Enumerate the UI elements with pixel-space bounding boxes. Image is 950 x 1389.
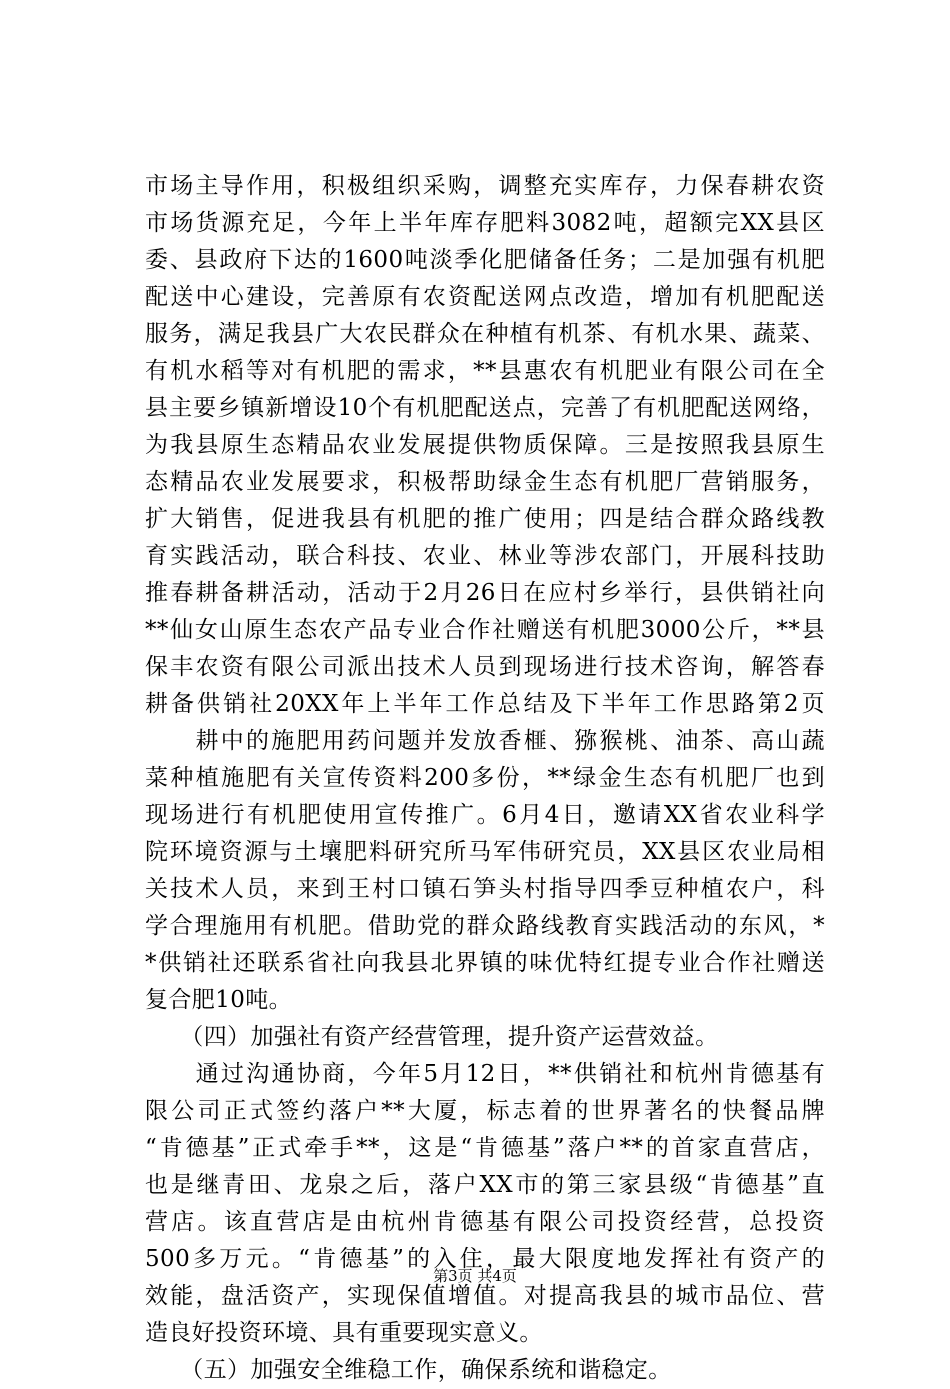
text-line: 也是继青田、龙泉之后，落户XX市的第三家县级“肯德基”直 <box>145 1172 825 1198</box>
text-line: 耕备供销社20XX年上半年工作总结及下半年工作思路第2页 <box>145 691 825 717</box>
text-line: 推春耕备耕活动，活动于2月26日在应村乡举行，县供销社向 <box>145 580 825 606</box>
text-line: 配送中心建设，完善原有农资配送网点改造，增加有机肥配送 <box>145 284 825 310</box>
text-line: 菜种植施肥有关宣传资料200多份，**绿金生态有机肥厂也到 <box>145 765 825 791</box>
text-line: 复合肥10吨。 <box>145 987 293 1013</box>
text-line: 效能，盘活资产，实现保值增值。对提高我县的城市品位、营 <box>145 1283 825 1309</box>
text-line: 关技术人员，来到王村口镇石笋头村指导四季豆种植农户，科 <box>145 876 825 902</box>
text-line: 县主要乡镇新增设10个有机肥配送点，完善了有机肥配送网络， <box>145 395 825 421</box>
text-line: 态精品农业发展要求，积极帮助绿金生态有机肥厂营销服务， <box>145 469 825 495</box>
page-footer: 第3页 共4页 <box>433 1267 517 1285</box>
text-line: 院环境资源与土壤肥料研究所马军伟研究员，XX县区农业局相 <box>145 839 825 865</box>
text-line: 500多万元。“肯德基”的入住，最大限度地发挥社有资产的 <box>145 1246 825 1272</box>
text-line: 扩大销售，促进我县有机肥的推广使用；四是结合群众路线教 <box>145 506 825 532</box>
text-line: 造良好投资环境、具有重要现实意义。 <box>145 1320 543 1346</box>
body-text <box>145 168 825 1389</box>
text-line: 营店。该直营店是由杭州肯德基有限公司投资经营，总投资 <box>145 1209 825 1235</box>
text-line: 通过沟通协商，今年5月12日，**供销社和杭州肯德基有 <box>145 1061 825 1087</box>
text-line: 现场进行有机肥使用宣传推广。6月4日，邀请XX省农业科学 <box>145 802 825 828</box>
text-line: “肯德基”正式牵手**，这是“肯德基”落户**的首家直营店， <box>145 1135 825 1161</box>
text-line: 耕中的施肥用药问题并发放香榧、猕猴桃、油茶、高山蔬 <box>145 728 825 754</box>
text-line: *供销社还联系省社向我县北界镇的味优特红提专业合作社赠送 <box>145 950 825 976</box>
section-heading: （五）加强安全维稳工作，确保系统和谐稳定。 <box>145 1357 672 1383</box>
text-line: 市场主导作用，积极组织采购，调整充实库存，力保春耕农资 <box>145 173 825 199</box>
text-line: 服务，满足我县广大农民群众在种植有机茶、有机水果、蔬菜、 <box>145 321 825 347</box>
text-line: 限公司正式签约落户**大厦，标志着的世界著名的快餐品牌 <box>145 1098 825 1124</box>
text-line: 为我县原生态精品农业发展提供物质保障。三是按照我县原生 <box>145 432 825 458</box>
text-line: 市场货源充足，今年上半年库存肥料3082吨，超额完XX县区 <box>145 210 825 236</box>
text-line: 保丰农资有限公司派出技术人员到现场进行技术咨询，解答春 <box>145 654 825 680</box>
text-line: 育实践活动，联合科技、农业、林业等涉农部门，开展科技助 <box>145 543 825 569</box>
text-line: 委、县政府下达的1600吨淡季化肥储备任务；二是加强有机肥 <box>145 247 825 273</box>
text-line: 学合理施用有机肥。借助党的群众路线教育实践活动的东风，* <box>145 913 825 939</box>
text-line: 有机水稻等对有机肥的需求，**县惠农有机肥业有限公司在全 <box>145 358 825 384</box>
section-heading: （四）加强社有资产经营管理，提升资产运营效益。 <box>145 1024 719 1050</box>
text-line: **仙女山原生态农产品专业合作社赠送有机肥3000公斤，**县 <box>145 617 825 643</box>
